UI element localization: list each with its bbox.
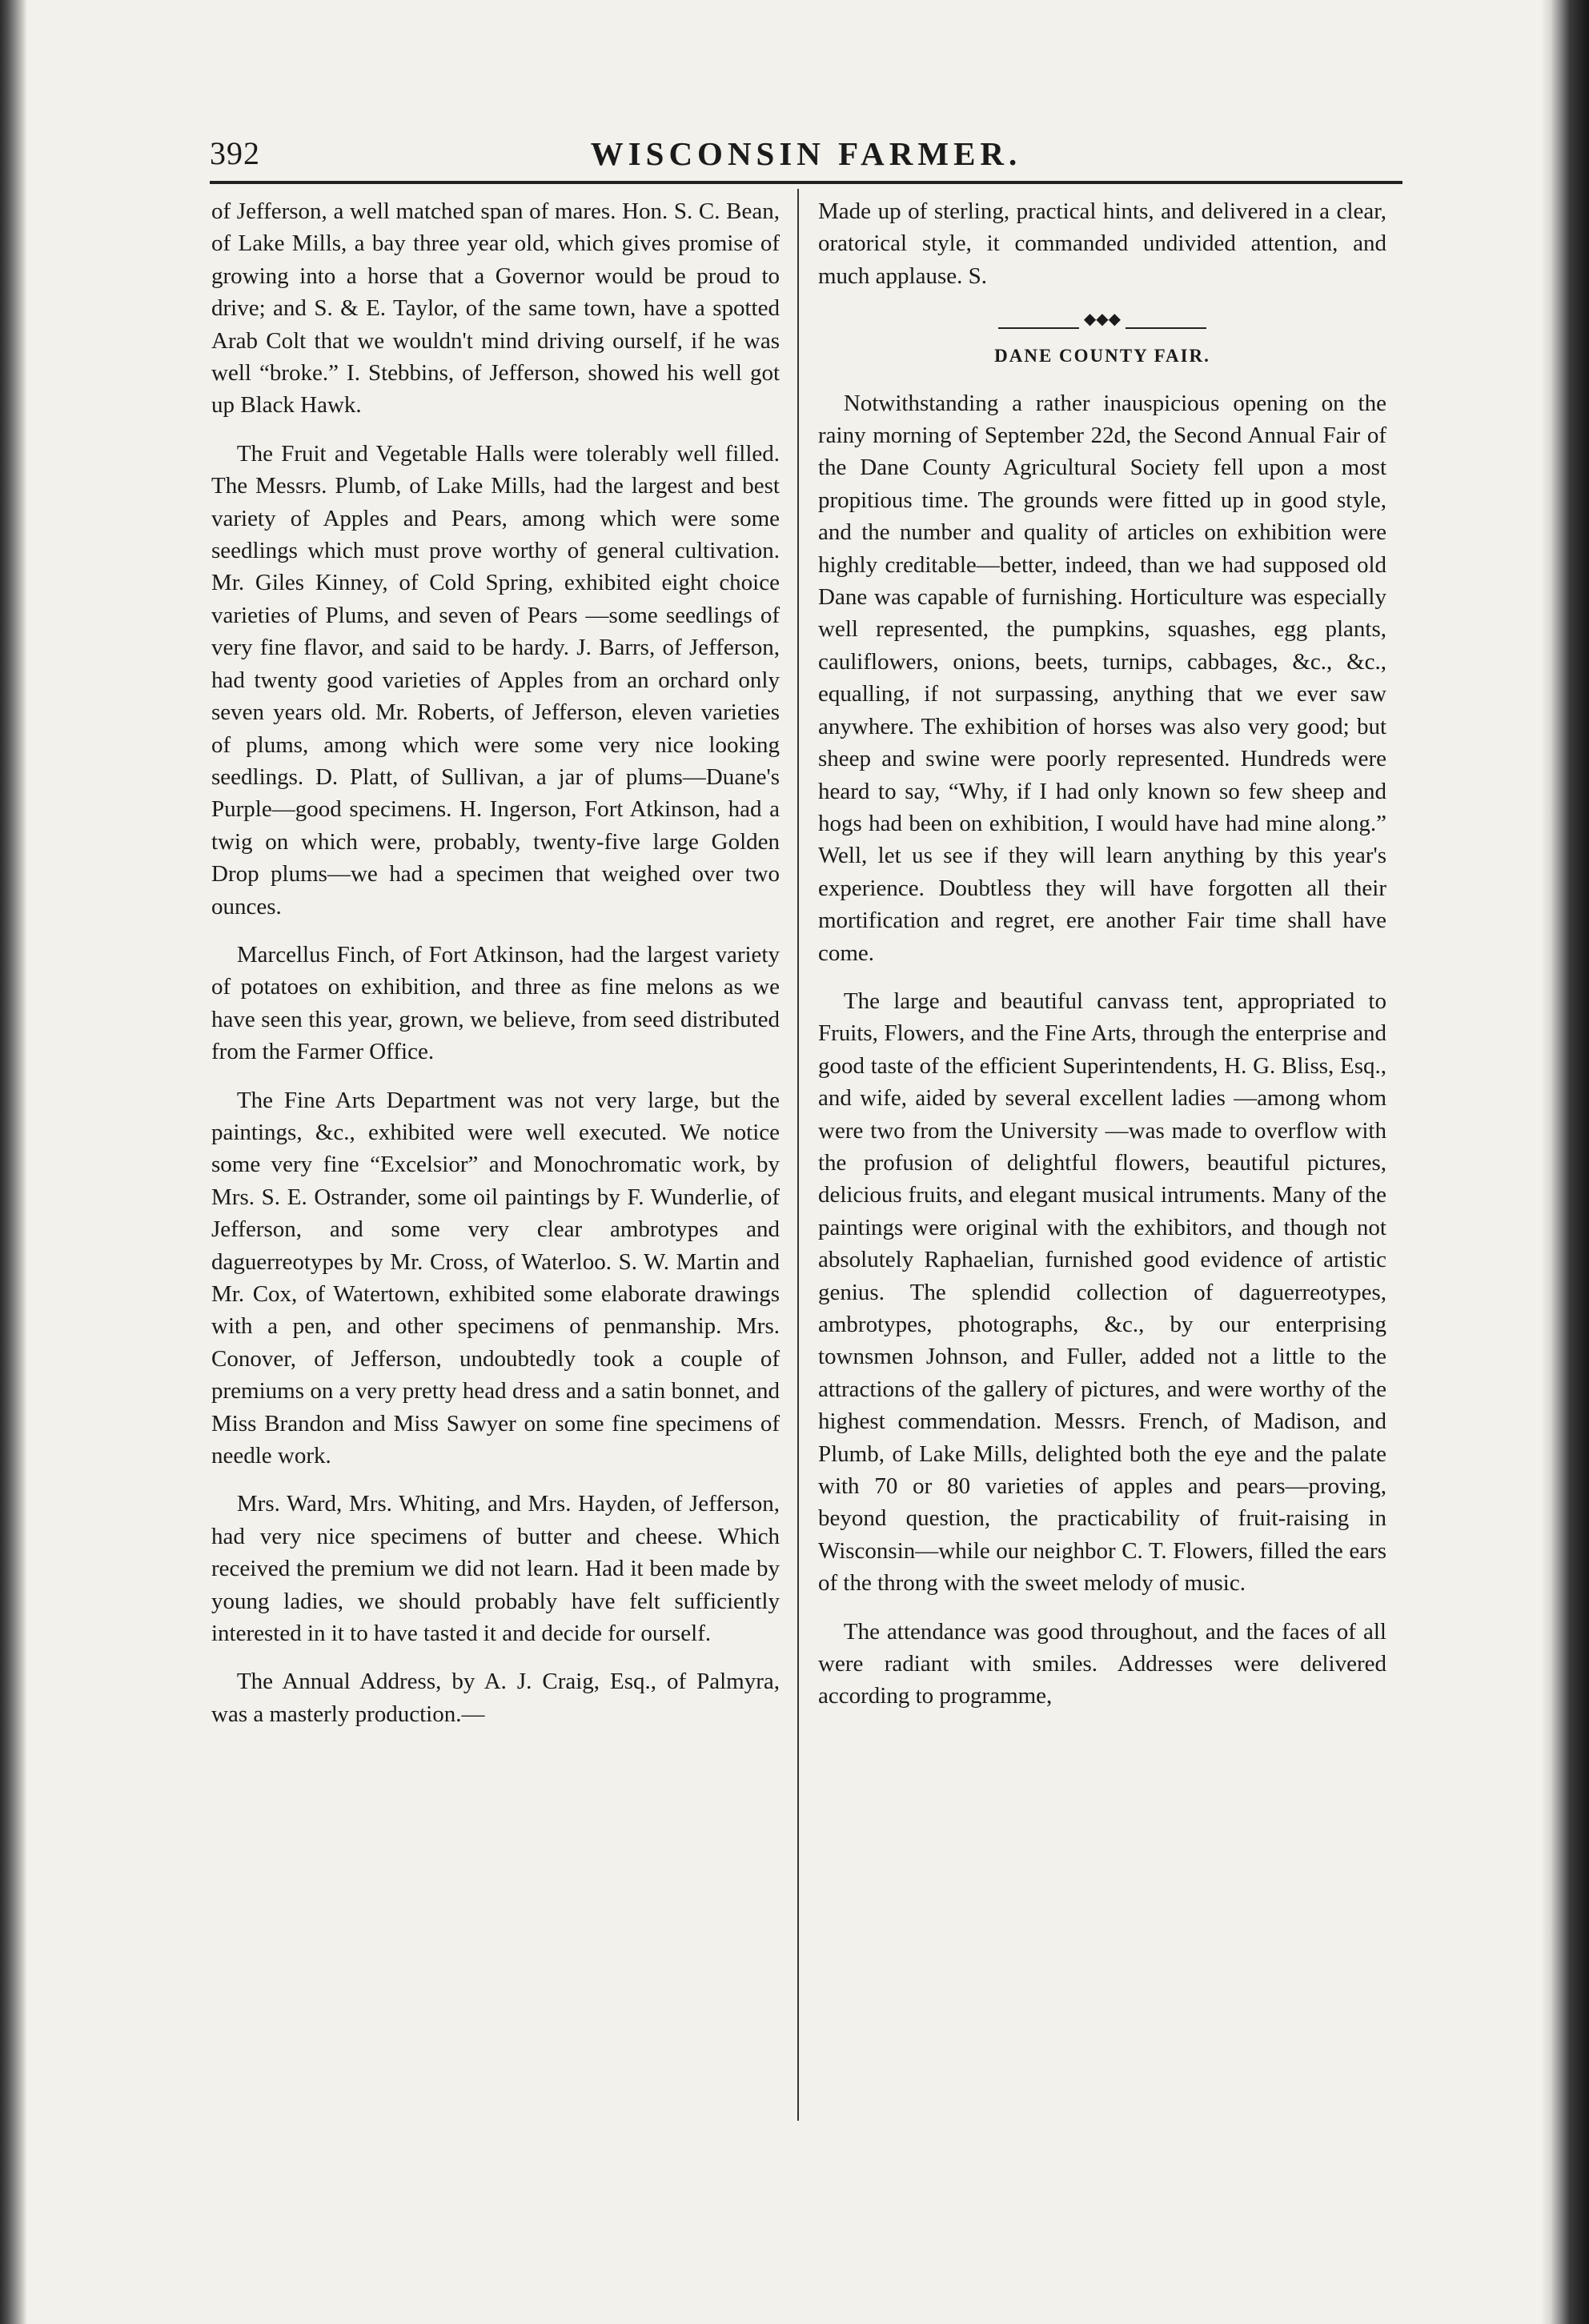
left-paragraph: The Annual Address, by A. J. Craig, Esq., of Palmyra, was a masterly production.—	[211, 1669, 780, 1727]
continued-text: Made up of sterling, practical hints, and delivered in a clear, oratorical style, it commanded undivided attention, and much applause.	[818, 198, 1386, 289]
column-divider	[797, 189, 799, 2121]
left-column	[211, 195, 780, 1730]
continued-paragraph	[818, 195, 1386, 292]
section-title: DANE COUNTY FAIR.	[994, 346, 1210, 367]
left-paragraph: of Jefferson, a well matched span of mares. Hon. S. C. Bean, of Lake Mills, a bay three year old, which gives promise of growing into a horse that a Governor would be proud to drive; and S. & E. Taylor, of the same town, have a spotted Arab Colt that we wouldn't mind driving ourself, if he was well “broke.” I. Stebbins, of Jefferson, showed his well got up Black Hawk.	[211, 198, 780, 419]
left-paragraph: Mrs. Ward, Mrs. Whiting, and Mrs. Hayden, of Jefferson, had very nice specimens of butter and cheese. Which received the premium we did not learn. Had it been made by young ladies, we should probably have felt sufficiently interested in it to have tasted it and decide for ourself.	[211, 1491, 780, 1647]
left-paragraph: The Fruit and Vegetable Halls were tolerably well filled. The Messrs. Plumb, of Lake Mills, had the largest and best variety of Apples and Pears, among which were some seedlings which must prove worthy of general cultivation. Mr. Giles Kinney, of Cold Spring, exhibited eight choice varieties of Plums, and seven of Pears —some seedlings of very fine flavor, and said to be hardy. J. Barrs, of Jefferson, had twenty good varieties of Apples from an orchard only seven years old. Mr. Roberts, of Jefferson, eleven varieties of plums, among which were some very nice looking seedlings. D. Platt, of Sullivan, a jar of plums—Duane's Purple—good specimens. H. Ingerson, Fort Atkinson, had a twig on which were, probably, twenty-five large Golden Drop plums—we had a specimen that weighed over two ounces.	[211, 440, 780, 920]
left-paragraph: The Fine Arts Department was not very large, but the paintings, &c., exhibited were well executed. We notice some very fine “Excelsior” and Monochromatic work, by Mrs. S. E. Ostrander, some oil paintings by F. Wunderlie, of Jefferson, and some very clear ambrotypes and daguerreotypes by Mr. Cross, of Waterloo. S. W. Martin and Mr. Cox, of Watertown, exhibited some elaborate drawings with a pen, and other specimens of penmanship. Mrs. Conover, of Jefferson, undoubtedly took a couple of premiums on a very pretty head dress and a satin bonnet, and Miss Brandon and Miss Sawyer on some fine specimens of needle work.	[211, 1087, 780, 1469]
ornament-diamonds-icon: ◆◆◆	[1079, 310, 1126, 329]
right-column	[818, 195, 1386, 1713]
left-paragraph: Marcellus Finch, of Fort Atkinson, had the largest variety of potatoes on exhibition, and three as fine melons as we have seen this year, grown, we believe, from seed distributed from the Farmer Office.	[211, 941, 780, 1065]
running-title: WISCONSIN FARMER.	[590, 135, 1022, 172]
section-ornament	[818, 310, 1386, 329]
right-paragraph: The large and beautiful canvass tent, appropriated to Fruits, Flowers, and the Fine Arts, through the enterprise and good taste of the efficient Superintendents, H. G. Bliss, Esq., and wife, aided by several excellent ladies —among whom were two from the University —was made to overflow with the profusion of delightful flowers, beautiful pictures, delicious fruits, and elegant musical intruments. Many of the paintings were original with the exhibitors, and though not absolutely Raphaelian, furnished good evidence of artistic genius. The splendid collection of daguerreotypes, ambrotypes, photographs, &c., by our enterprising townsmen Johnson, and Fuller, added not a little to the attractions of the gallery of pictures, and were worthy of the highest commendation. Messrs. French, of Madison, and Plumb, of Lake Mills, delighted both the eye and the palate with 70 or 80 varieties of apples and pears—proving, beyond question, the practicability of fruit-raising in Wisconsin—while our neighbor C. T. Flowers, filled the ears of the throng with the sweet melody of music.	[818, 988, 1386, 1597]
right-paragraph: The attendance was good throughout, and the faces of all were radiant with smiles. Addresses were delivered according to programme,	[818, 1618, 1386, 1709]
book-binding-left	[0, 0, 27, 2324]
book-binding-right	[1541, 0, 1589, 2324]
author-signature: S.	[968, 262, 988, 289]
header-rule	[210, 181, 1402, 184]
page-header	[210, 130, 1402, 178]
right-paragraph: Notwithstanding a rather inauspicious opening on the rainy morning of September 22d, the Second Annual Fair of the Dane County Agricultural Society fell upon a most propitious time. The grounds were fitted up in good style, and the number and quality of articles on exhibition were highly creditable—better, indeed, than we had supposed old Dane was capable of furnishing. Horticulture was especially well represented, the pumpkins, squashes, egg plants, cauliflowers, onions, beets, turnips, cabbages, &c., &c., equalling, if not surpassing, anything that we ever saw anywhere. The exhibition of horses was also very good; but sheep and swine were poorly represented. Hundreds were heard to say, “Why, if I had only known so few sheep and hogs had been on exhibition, I would have had mine along.” Well, let us see if they will learn anything by this year's experience. Doubtless they will have forgotten all their mortification and regret, ere another Fair time shall have come.	[818, 390, 1386, 966]
page-number: 392	[210, 135, 260, 171]
